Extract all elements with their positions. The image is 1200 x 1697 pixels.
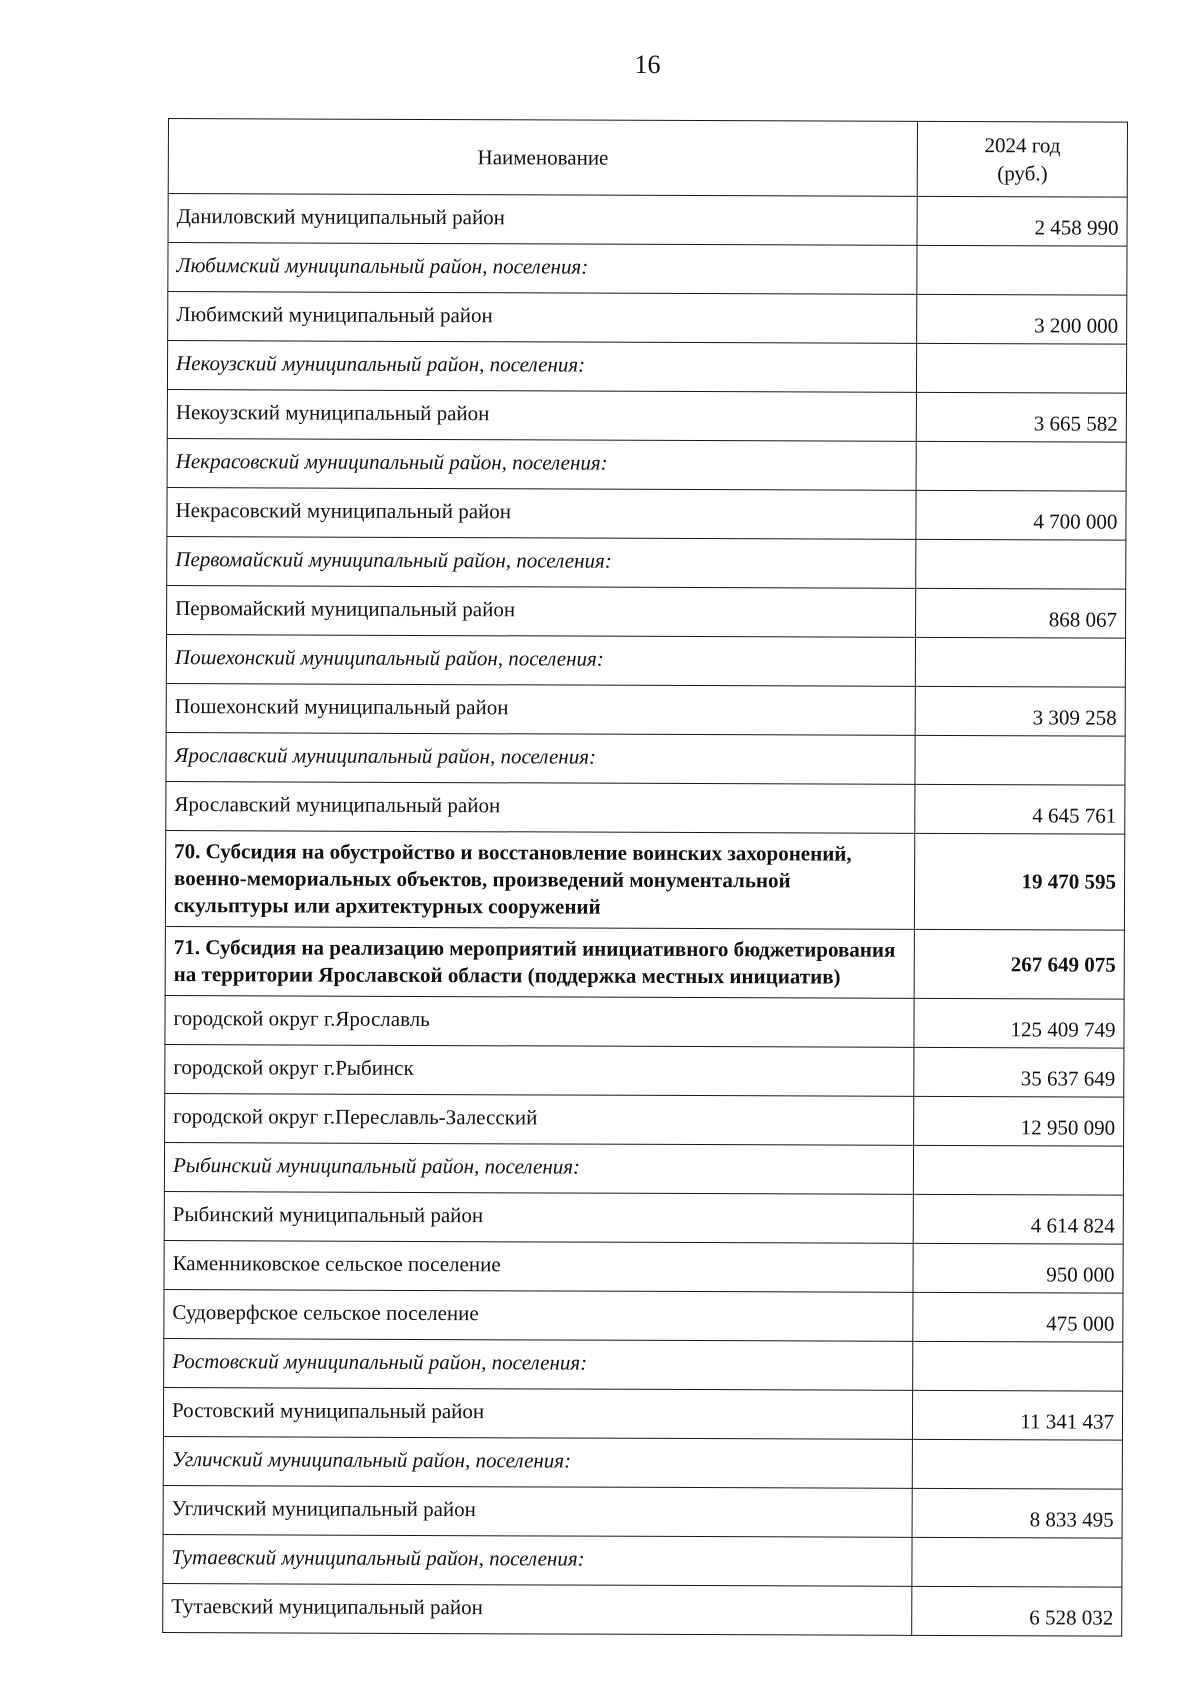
row-name-cell: Некоузский муниципальный район, поселения: [167,341,916,393]
table-row [165,1093,1124,1146]
row-value-cell: 3 665 582 [917,392,1127,442]
table-row [164,1240,1123,1293]
row-value-cell: 475 000 [913,1292,1123,1342]
row-value-cell [913,1439,1123,1489]
section-row [165,830,1124,930]
subheading-row [163,1534,1122,1587]
row-name-cell: Любимский муниципальный район, поселения: [168,243,917,295]
table-row [164,1289,1123,1342]
row-name-cell: городской округ г.Ярославль [165,995,914,1047]
table-row [166,683,1125,736]
table-row [165,995,1124,1048]
row-name-cell: городской округ г.Переславль-Залесский [165,1093,914,1145]
row-value-cell: 4 614 824 [913,1194,1123,1244]
subheading-row [166,634,1125,687]
subheading-row [163,1436,1122,1489]
row-value-cell [917,245,1127,295]
row-name-cell: 71. Субсидия на реализацию мероприятий инициативного бюджетирования на территории Ярославской области (поддержка местных инициатив) [165,926,915,998]
header-row [168,119,1127,198]
row-value-cell: 950 000 [913,1243,1123,1293]
row-name-cell: Даниловский муниципальный район [168,194,917,246]
header-year: 2024 год [984,133,1061,158]
table-body [163,194,1128,1637]
subheading-row [166,732,1125,785]
table-row [168,292,1127,345]
subheading-row [164,1338,1123,1391]
row-name-cell: Рыбинский муниципальный район [164,1191,913,1243]
subheading-row [167,536,1126,589]
row-name-cell: Любимский муниципальный район [168,292,917,344]
row-name-cell: Каменниковское сельское поселение [164,1240,913,1292]
row-name-cell: городской округ г.Рыбинск [165,1044,914,1096]
row-value-cell: 19 470 595 [915,833,1125,930]
row-value-cell [916,539,1126,589]
row-name-cell: Тутаевский муниципальный район, поселения: [163,1534,912,1586]
header-name-cell: Наименование [168,119,918,197]
row-value-cell [913,1341,1123,1391]
row-value-cell: 8 833 495 [912,1488,1122,1538]
subheading-row [164,1142,1123,1195]
row-value-cell: 3 200 000 [917,294,1127,344]
row-value-cell: 267 649 075 [914,929,1124,999]
row-name-cell: Первомайский муниципальный район, поселения: [167,536,916,588]
subheading-row [167,341,1126,394]
table-row [163,1387,1122,1440]
table-row [164,1191,1123,1244]
row-value-cell: 4 700 000 [916,490,1126,540]
header-value-cell [918,121,1128,197]
row-name-cell: Рыбинский муниципальный район, поселения: [164,1142,913,1194]
row-value-cell [914,1145,1124,1195]
row-value-cell: 6 528 032 [912,1586,1122,1636]
table-row [168,194,1127,247]
table-row [166,781,1125,834]
table-row [163,1485,1122,1538]
row-value-cell [916,637,1126,687]
table-row [167,585,1126,638]
row-name-cell: Некоузский муниципальный район [167,389,916,441]
row-name-cell: Ярославский муниципальный район, поселения: [166,732,915,784]
row-value-cell [916,441,1126,491]
row-value-cell: 12 950 090 [914,1096,1124,1146]
row-name-cell: Первомайский муниципальный район [167,585,916,637]
row-name-cell: Пошехонский муниципальный район, поселения: [166,634,915,686]
row-name-cell: Угличский муниципальный район, поселения: [163,1436,912,1488]
table-row [165,1044,1124,1097]
subheading-row [168,243,1127,296]
table-row [167,487,1126,540]
row-name-cell: Пошехонский муниципальный район [166,683,915,735]
subheading-row [167,438,1126,491]
row-value-cell: 3 309 258 [915,686,1125,736]
row-name-cell: Угличский муниципальный район [163,1485,912,1537]
row-value-cell [917,343,1127,393]
row-name-cell: Ростовский муниципальный район [163,1387,912,1439]
row-name-cell: Тутаевский муниципальный район [163,1583,912,1635]
table-row [167,389,1126,442]
row-value-cell: 4 645 761 [915,784,1125,834]
budget-table [162,118,1128,1637]
row-value-cell [915,735,1125,785]
row-name-cell: Некрасовский муниципальный район, поселения: [167,438,916,490]
row-name-cell: 70. Субсидия на обустройство и восстановление воинских захоронений, военно-мемориальных объектов, произведений монументальной скульптуры или архитектурных сооружений [165,830,915,929]
table-header [168,119,1127,198]
table-row [163,1583,1122,1636]
row-name-cell: Ярославский муниципальный район [166,781,915,833]
header-unit: (руб.) [997,161,1048,186]
row-value-cell: 11 341 437 [913,1390,1123,1440]
section-row [165,926,1124,999]
row-name-cell: Ростовский муниципальный район, поселения: [164,1338,913,1390]
row-name-cell: Некрасовский муниципальный район [167,487,916,539]
page-number: 16 [634,50,661,79]
row-value-cell: 125 409 749 [914,998,1124,1048]
row-value-cell: 35 637 649 [914,1047,1124,1097]
row-value-cell: 868 067 [916,588,1126,638]
row-value-cell [912,1537,1122,1587]
row-value-cell: 2 458 990 [917,196,1127,246]
row-name-cell: Судоверфское сельское поселение [164,1289,913,1341]
